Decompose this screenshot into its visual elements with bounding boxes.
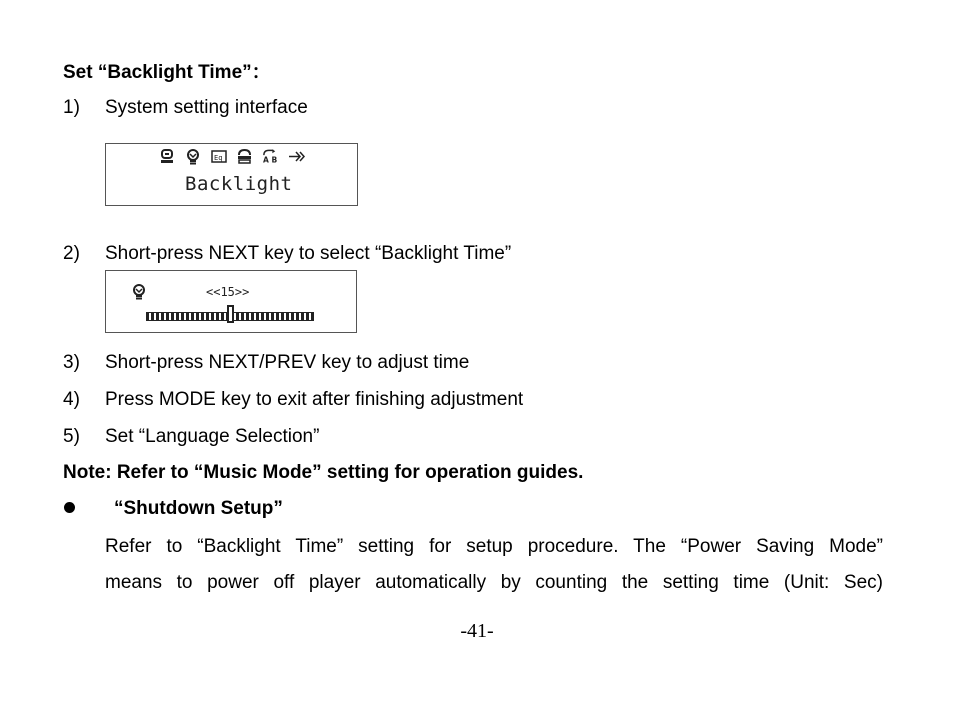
step-1-text: System setting interface bbox=[105, 97, 308, 118]
backlight-icon bbox=[131, 284, 147, 305]
lcd-backlight-time-screen bbox=[105, 270, 357, 333]
section-heading: Set “Backlight Time”： bbox=[63, 62, 271, 83]
svg-text:Eq: Eq bbox=[213, 154, 222, 162]
backlight-icon bbox=[184, 149, 201, 164]
slider-thumb bbox=[227, 305, 234, 323]
step-4-text: Press MODE key to exit after finishing adjustment bbox=[105, 389, 524, 410]
step-4-number: 4) bbox=[63, 389, 80, 410]
shutdown-paragraph-line-2: means to power off player automatically by counting the setting time (Unit: Sec) bbox=[105, 572, 883, 593]
equalizer-icon bbox=[210, 149, 227, 164]
step-1-number: 1) bbox=[63, 97, 80, 118]
shutdown-setup-title: “Shutdown Setup” bbox=[114, 498, 283, 519]
page-number: -41- bbox=[460, 620, 494, 642]
shutdown-paragraph-line-1: Refer to “Backlight Time” setting for setup procedure. The “Power Saving Mode” bbox=[105, 536, 883, 557]
note-text: Note: Refer to “Music Mode” setting for operation guides. bbox=[63, 462, 584, 483]
step-2-number: 2) bbox=[63, 243, 80, 264]
svg-text:B: B bbox=[271, 155, 278, 164]
step-5-number: 5) bbox=[63, 426, 80, 447]
record-icon bbox=[236, 149, 253, 164]
ab-repeat-icon bbox=[262, 149, 279, 164]
backlight-time-value: <<15>> bbox=[206, 285, 250, 299]
next-arrow-icon bbox=[288, 149, 305, 164]
lcd-system-setting-screen bbox=[105, 143, 358, 206]
step-3-number: 3) bbox=[63, 352, 80, 373]
step-2-text: Short-press NEXT key to select “Backlight Time” bbox=[105, 243, 512, 264]
display-icon bbox=[158, 149, 175, 164]
step-5-text: Set “Language Selection” bbox=[105, 426, 320, 447]
bullet-icon bbox=[64, 502, 75, 513]
svg-text:A: A bbox=[262, 155, 269, 164]
step-3-text: Short-press NEXT/PREV key to adjust time bbox=[105, 352, 470, 373]
lcd-backlight-label: Backlight bbox=[185, 173, 293, 195]
backlight-time-slider bbox=[146, 309, 314, 321]
